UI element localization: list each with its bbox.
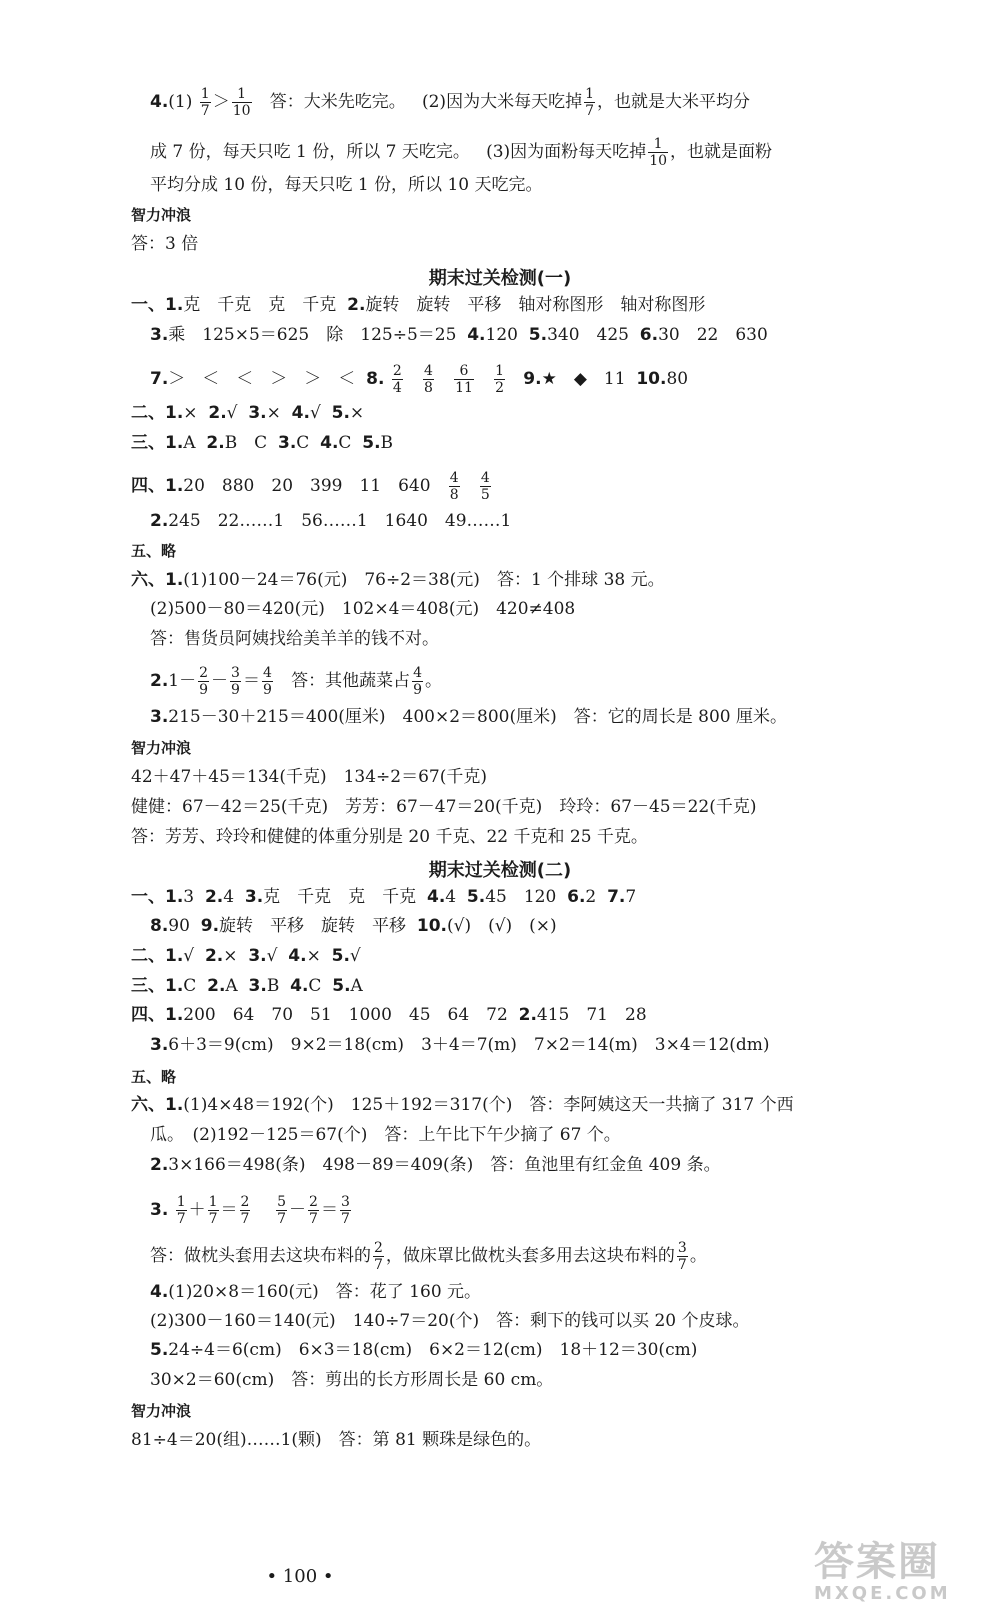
fraction: $\frac{4}{8}$ — [449, 470, 459, 503]
fraction: $\frac{2}{7}$ — [374, 1240, 383, 1273]
watermark-text: 答案圈 — [814, 1539, 940, 1585]
exam1-title: 期末过关检测(一) — [428, 268, 572, 289]
exam1-part4-line2: 2.245 22……1 56……1 1640 49……1 — [150, 511, 512, 531]
watermark-logo — [814, 1530, 984, 1604]
exam2-part2: 二、1.√ 2.× 3.√ 4.× 5.√ — [131, 946, 361, 966]
q4-line1: 4.(1) $\frac{1}{7}$ ＞ $\frac{1}{10}$ 答：大米先吃完。 (2)因为大米每天吃掉 $\frac{1}{7}$ ，也就是大米平均分 — [150, 86, 750, 119]
exam1-part6-line4: 2.1－ $\frac{2}{9}$ － $\frac{3}{9}$ ＝ $\frac{4}{9}$ 答：其他蔬菜占 $\frac{4}{9}$ 。 — [150, 665, 443, 698]
exam2-part4-line2: 3.6＋3＝9(cm) 9×2＝18(cm) 3＋4＝7(m) 7×2＝14(m) 3×4＝12(dm) — [150, 1035, 770, 1055]
exam2-part3: 三、1.C 2.A 3.B 4.C 5.A — [131, 976, 363, 996]
fraction: $\frac{1}{2}$ — [495, 363, 505, 396]
exam2-bonus-line1: 81÷4＝20(组)……1(颗) 答：第 81 颗珠是绿色的。 — [131, 1430, 542, 1450]
fraction: $\frac{2}{7}$ — [309, 1194, 318, 1227]
fraction: $\frac{1}{7}$ — [208, 1194, 218, 1227]
exam1-part1-line1: 一、1.克 千克 克 千克 2.旋转 旋转 平移 轴对称图形 轴对称图形 — [131, 295, 706, 315]
section-heading: 智力冲浪 — [131, 739, 192, 757]
exam1-part2: 二、1.× 2.√ 3.× 4.√ 5.× — [131, 403, 365, 423]
fraction: $\frac{4}{9}$ — [413, 665, 423, 698]
fraction: $\frac{1}{7}$ — [585, 86, 594, 119]
answer-line: 答：3 倍 — [131, 234, 199, 254]
fraction: $\frac{4}{9}$ — [262, 665, 272, 698]
exam1-bonus-line3: 答：芳芳、玲玲和健健的体重分别是 20 千克、22 千克和 25 千克。 — [131, 827, 648, 847]
watermark-url: MXQE.COM — [814, 1583, 951, 1604]
page-number: • 100 • — [266, 1566, 334, 1587]
exam2-part6-line7: (2)300－160＝140(元) 140÷7＝20(个) 答：剩下的钱可以买 20 个皮球。 — [150, 1311, 750, 1331]
exam1-part6-line1: 六、1.(1)100－24＝76(元) 76÷2＝38(元) 答：1 个排球 38 元。 — [131, 570, 665, 590]
exam1-part5: 五、略 — [131, 542, 177, 560]
q4-line3: 平均分成 10 份，每天只吃 1 份，所以 10 天吃完。 — [150, 175, 543, 195]
fraction: $\frac{2}{7}$ — [240, 1194, 250, 1227]
fraction: $\frac{3}{7}$ — [340, 1194, 350, 1227]
exam2-part6-line3: 2.3×166＝498(条) 498－89＝409(条) 答：鱼池里有红金鱼 409 条。 — [150, 1155, 721, 1175]
exam2-part1-line1: 一、1.3 2.4 3.克 千克 克 千克 4.4 5.45 120 6.2 7.7 — [131, 887, 637, 907]
section-heading: 智力冲浪 — [131, 1402, 192, 1420]
exam1-part1-line2: 3.乘 125×5＝625 除 125÷5＝25 4.120 5.340 425 6.30 22 630 — [150, 325, 768, 345]
exam2-part6-line4: 3. $\frac{1}{7}$ ＋ $\frac{1}{7}$ ＝ $\frac{2}{7}$ $\frac{5}{7}$ － $\frac{2}{7}$ ＝ $\frac{3}{7}$ — [150, 1194, 350, 1227]
fraction: $\frac{2}{9}$ — [199, 665, 209, 698]
exam1-part1-line3: 7.＞ ＜ ＜ ＞ ＞ ＜ 8. $\frac{2}{4}$ $\frac{4}{8}$ $\frac{6}{11}$ $\frac{1}{2}$ 9.★ ◆ 11 10.80 — [150, 363, 689, 396]
exam1-part3: 三、1.A 2.B C 3.C 4.C 5.B — [131, 433, 394, 453]
exam2-part1-line2: 8.90 9.旋转 平移 旋转 平移 10.(√) (√) (×) — [150, 916, 557, 936]
exam1-part4-line1: 四、1.20 880 20 399 11 640 $\frac{4}{8}$ $\frac{4}{5}$ — [131, 470, 490, 503]
exam2-title: 期末过关检测(二) — [428, 860, 572, 881]
exam2-part6-line2: 瓜。 (2)192－125＝67(个) 答：上午比下午少摘了 67 个。 — [150, 1125, 621, 1145]
fraction: $\frac{1}{7}$ — [200, 86, 210, 119]
exam1-part6-line5: 3.215－30＋215＝400(厘米) 400×2＝800(厘米) 答：它的周长是 800 厘米。 — [150, 707, 788, 727]
fraction: $\frac{1}{10}$ — [649, 136, 668, 169]
exam1-bonus-line2: 健健：67－42＝25(千克) 芳芳：67－47＝20(千克) 玲玲：67－45＝22(千克) — [131, 797, 757, 817]
fraction: $\frac{4}{8}$ — [423, 363, 433, 396]
fraction: $\frac{4}{5}$ — [480, 470, 490, 503]
fraction: $\frac{5}{7}$ — [277, 1194, 287, 1227]
exam2-part4-line1: 四、1.200 64 70 51 1000 45 64 72 2.415 71 28 — [131, 1005, 647, 1025]
exam2-part6-line1: 六、1.(1)4×48＝192(个) 125＋192＝317(个) 答：李阿姨这天一共摘了 317 个西 — [131, 1095, 794, 1115]
q4-line2: 成 7 份，每天只吃 1 份，所以 7 天吃完。 (3)因为面粉每天吃掉 $\frac{1}{10}$ ，也就是面粉 — [150, 136, 773, 169]
exam2-part5: 五、略 — [131, 1068, 177, 1086]
exam1-bonus-line1: 42＋47＋45＝134(千克) 134÷2＝67(千克) — [131, 767, 488, 787]
fraction: $\frac{6}{11}$ — [455, 363, 473, 396]
exam2-part6-line6: 4.(1)20×8＝160(元) 答：花了 160 元。 — [150, 1282, 482, 1302]
fraction: $\frac{2}{4}$ — [392, 363, 402, 396]
fraction: $\frac{1}{10}$ — [232, 86, 251, 119]
exam2-part6-line8: 5.24÷4＝6(cm) 6×3＝18(cm) 6×2＝12(cm) 18＋12＝30(cm) — [150, 1340, 698, 1360]
fraction: $\frac{3}{7}$ — [677, 1240, 687, 1273]
section-heading: 智力冲浪 — [131, 206, 192, 224]
exam1-part6-line2: (2)500－80＝420(元) 102×4＝408(元) 420≠408 — [150, 599, 576, 619]
fraction: $\frac{1}{7}$ — [176, 1194, 186, 1227]
fraction: $\frac{3}{9}$ — [231, 665, 240, 698]
exam2-part6-line5: 答：做枕头套用去这块布料的 $\frac{2}{7}$ ，做床罩比做枕头套多用去这块布料的 $\frac{3}{7}$ 。 — [150, 1240, 707, 1273]
exam1-part6-line3: 答：售货员阿姨找给美羊羊的钱不对。 — [150, 629, 439, 649]
exam2-part6-line9: 30×2＝60(cm) 答：剪出的长方形周长是 60 cm。 — [150, 1370, 554, 1390]
